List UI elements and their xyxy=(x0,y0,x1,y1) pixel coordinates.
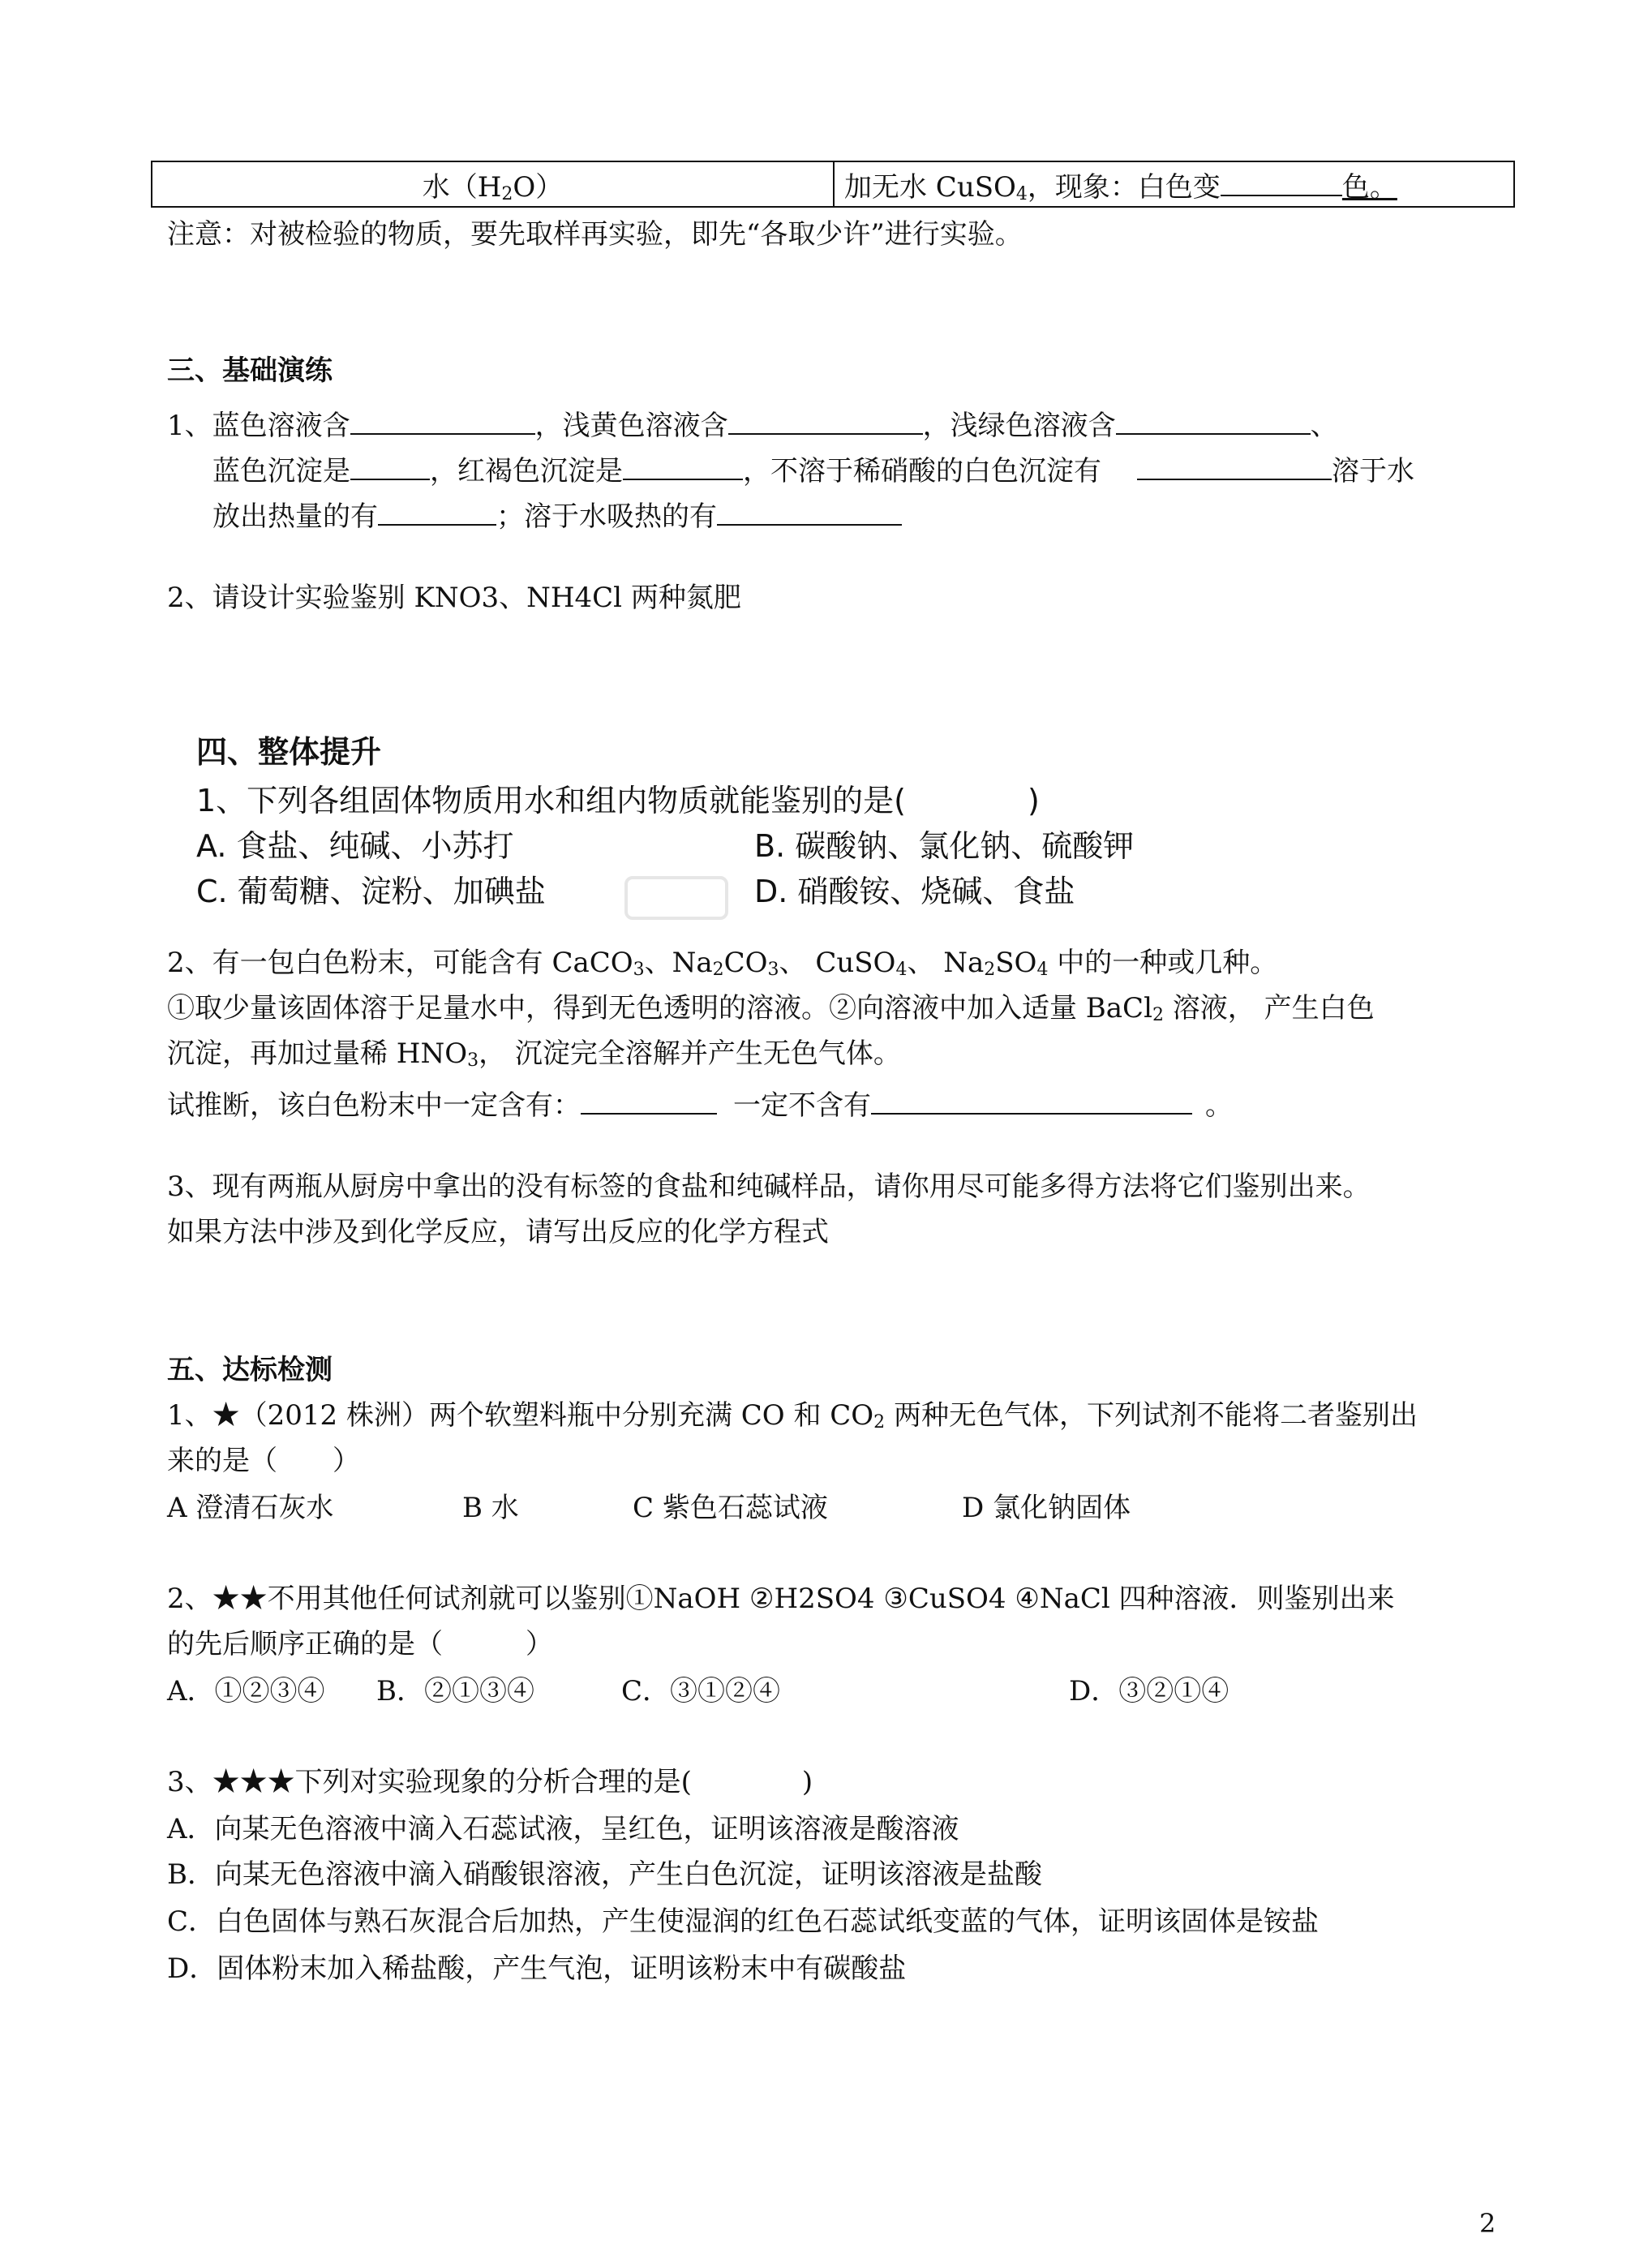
s5-q1-line2: 来的是（ ） xyxy=(167,1445,360,1477)
s5-q1-line1: 1、★（2012 株洲）两个软塑料瓶中分别充满 CO 和 $CO_2$ 两种无色气体，下列试剂不能将二者鉴别出 xyxy=(167,1399,1418,1433)
s4-q1-option-b: B. 碳酸钠、氯化钠、硫酸钾 xyxy=(754,828,1135,864)
test-table xyxy=(151,161,1515,208)
s3-q1-line3: 放出热量的有 ；溶于水吸热的有 xyxy=(212,496,902,530)
s5-q2-option-b: B．②①③④ xyxy=(376,1675,534,1707)
answer-blank[interactable] xyxy=(581,1085,717,1115)
s4-q2-line1: 2、有一包白色粉末，可能含有 CaCO$_3$、$Na_2CO_3$、 CuSO$_4$、 $Na_2SO_4$ 中的一种或几种。 xyxy=(167,947,1278,980)
s4-q1-stem: 1、下列各组固体物质用水和组内物质就能鉴别的是( ) xyxy=(196,783,1040,818)
s5-q1-option-d: D 氯化钠固体 xyxy=(962,1492,1131,1524)
section4-heading: 四、整体提升 xyxy=(196,734,382,770)
s4-q3-line1: 3、现有两瓶从厨房中拿出的没有标签的食盐和纯碱样品，请你用尽可能多得方法将它们鉴别出来。 xyxy=(167,1171,1371,1203)
s3-q1-line1: 1、蓝色溶液含 ，浅黄色溶液含 ，浅绿色溶液含 、 xyxy=(167,406,1338,440)
s4-q3-line2: 如果方法中涉及到化学反应，请写出反应的化学方程式 xyxy=(167,1216,829,1248)
note-text: 注意：对被检验的物质，要先取样再实验，即先“各取少许”进行实验。 xyxy=(167,218,1023,251)
s4-q2-line3: 沉淀，再加过量稀 $HNO_3$， 沉淀完全溶解并产生无色气体。 xyxy=(167,1037,901,1071)
s5-q3-stem: 3、★★★下列对实验现象的分析合理的是( ) xyxy=(167,1766,813,1798)
answer-blank[interactable] xyxy=(717,496,902,526)
s4-q1-option-c: C. 葡萄糖、淀粉、加碘盐 xyxy=(196,874,546,909)
s4-q1-option-d: D. 硝酸铵、烧碱、食盐 xyxy=(754,874,1075,909)
s3-q2: 2、请设计实验鉴别 KNO3、NH4Cl 两种氮肥 xyxy=(167,582,741,614)
s5-q2-line1: 2、★★不用其他任何试剂就可以鉴别①NaOH ②H2SO4 ③CuSO4 ④NaCl 四种溶液．则鉴别出来 xyxy=(167,1583,1395,1615)
watermark xyxy=(624,876,728,920)
answer-blank[interactable] xyxy=(871,1085,1192,1115)
s5-q3-option-b: B．向某无色溶液中滴入硝酸银溶液，产生白色沉淀，证明该溶液是盐酸 xyxy=(167,1858,1042,1891)
answer-blank[interactable] xyxy=(1137,451,1332,480)
s5-q1-option-b: B 水 xyxy=(462,1492,519,1524)
s3-q1-line2: 蓝色沉淀是 ，红褐色沉淀是 ，不溶于稀硝酸的白色沉淀有 溶于水 xyxy=(212,451,1414,485)
answer-blank[interactable] xyxy=(728,406,923,435)
page-number: 2 xyxy=(1479,2208,1496,2239)
table-cell-method: 加无水 CuSO$_4$，现象：白色变 色。 xyxy=(834,161,1514,207)
answer-blank[interactable] xyxy=(350,406,535,435)
table-cell-substance: 水$(H_2O)$ xyxy=(152,161,834,207)
answer-blank[interactable] xyxy=(623,451,743,480)
s4-q2-line4: 试推断，该白色粉末中一定含有： 一定不含有 。 xyxy=(167,1085,1233,1119)
section5-heading: 五、达标检测 xyxy=(167,1354,333,1386)
s5-q2-option-a: A．①②③④ xyxy=(167,1675,325,1707)
s5-q1-option-a: A 澄清石灰水 xyxy=(167,1492,334,1524)
s5-q3-option-a: A．向某无色溶液中滴入石蕊试液，呈红色，证明该溶液是酸溶液 xyxy=(167,1813,959,1845)
s5-q2-option-c: C．③①②④ xyxy=(621,1675,781,1707)
s5-q1-option-c: C 紫色石蕊试液 xyxy=(633,1492,828,1524)
s4-q1-option-a: A. 食盐、纯碱、小苏打 xyxy=(196,828,514,864)
answer-blank[interactable] xyxy=(1221,167,1342,196)
section3-heading: 三、基础演练 xyxy=(167,354,333,387)
s5-q3-option-d: D．固体粉末加入稀盐酸，产生气泡，证明该粉末中有碳酸盐 xyxy=(167,1952,907,1985)
s5-q2-line2: 的先后顺序正确的是（ ） xyxy=(167,1628,553,1660)
s5-q2-option-d: D．③②①④ xyxy=(1069,1675,1229,1707)
answer-blank[interactable] xyxy=(350,451,430,480)
s5-q3-option-c: C．白色固体与熟石灰混合后加热，产生使湿润的红色石蕊试纸变蓝的气体，证明该固体是铵盐 xyxy=(167,1905,1320,1938)
s4-q2-line2: ①取少量该固体溶于足量水中，得到无色透明的溶液。②向溶液中加入适量 BaCl$_2$ 溶液， 产生白色 xyxy=(167,992,1375,1025)
answer-blank[interactable] xyxy=(378,496,496,526)
table-row xyxy=(152,161,1514,207)
answer-blank[interactable] xyxy=(1116,406,1311,435)
